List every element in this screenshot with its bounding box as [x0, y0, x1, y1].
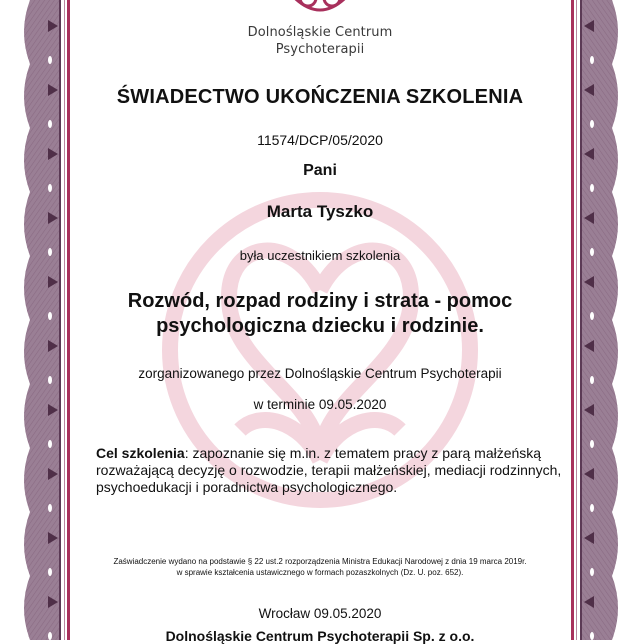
participation-statement: była uczestnikiem szkolenia — [239, 248, 401, 263]
issuer-name: Dolnośląskie Centrum Psychoterapii Sp. z o.o. — [165, 628, 475, 644]
logo-line-1: Dolnośląskie Centrum — [247, 25, 393, 40]
recipient-name: Marta Tyszko — [266, 202, 374, 221]
dcp-logo-icon — [270, 0, 370, 20]
logo-line-2: Psychoterapii — [275, 42, 365, 57]
certificate-number: 11574/DCP/05/2020 — [257, 132, 383, 148]
course-date: w terminie 09.05.2020 — [253, 397, 387, 412]
place-and-date: Wrocław 09.05.2020 — [258, 606, 382, 621]
course-goal — [96, 445, 566, 496]
organizer-statement: zorganizowanego przez Dolnośląskie Centrum Psychoterapii — [138, 366, 502, 381]
course-goal-text: : zapoznanie się m.in. z tematem pracy z parą małżeńską rozważającą decyzję o rozwodzie, terapii małżeńskiej, mediacji rodzinnych, psychoedukacji i poradnictwa psychologicznego. — [96, 445, 562, 495]
legal-basis-line-2: w sprawie kształcenia ustawicznego w formach pozaszkolnych (Dz. U. poz. 652). — [176, 568, 464, 577]
course-title — [0, 289, 640, 339]
certificate-title: ŚWIADECTWO UKOŃCZENIA SZKOLENIA — [116, 86, 524, 108]
organization-logo-text — [0, 24, 640, 58]
course-title-line-2: psychologiczna dziecku i rodzinie. — [156, 315, 484, 337]
salutation: Pani — [303, 162, 337, 179]
legal-basis-line-1: Zaświadczenie wydano na podstawie § 22 ust.2 rozporządzenia Ministra Edukacji Narodowej z dnia 19 marca 2019r. — [113, 557, 527, 566]
course-goal-label: Cel szkolenia — [96, 445, 185, 461]
course-title-line-1: Rozwód, rozpad rodziny i strata - pomoc — [127, 290, 513, 312]
legal-basis — [0, 556, 640, 578]
